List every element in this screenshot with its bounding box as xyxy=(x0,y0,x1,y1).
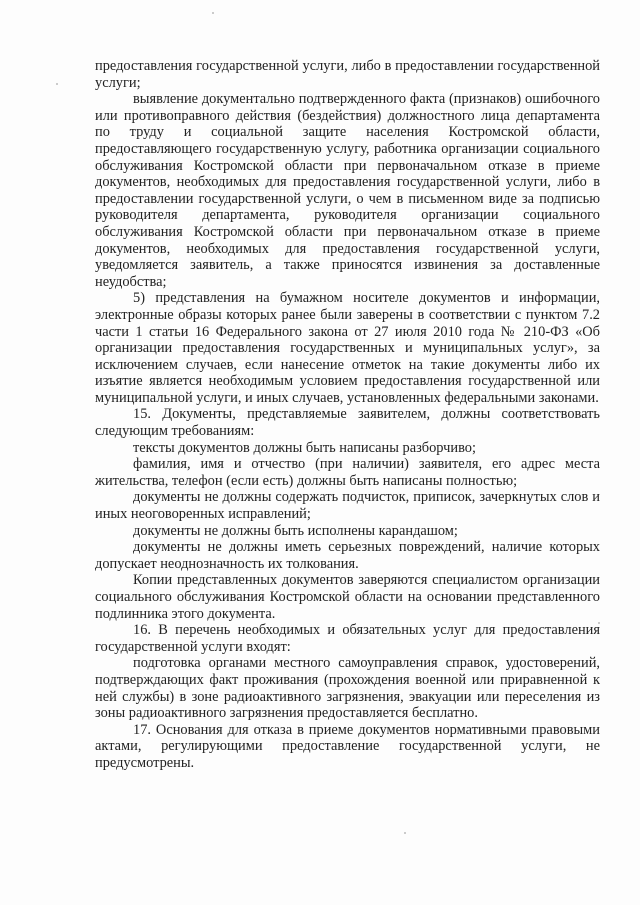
paragraph-requirement-no-pencil: документы не должны быть исполнены карандашом; xyxy=(133,522,458,539)
paragraph-section-17: 17. Основания для отказа в приеме документов нормативными правовыми актами, регулирующими предоставление государственной услуги, не предусмотрены. xyxy=(95,721,600,771)
paragraph-certificates: подготовка органами местного самоуправления справок, удостоверений, подтверждающих факт проживания (прохождения военной или приравненной к ней службы) в зоне радиоактивного загрязнения, эвакуации или переселения из зоны радиоактивного загрязнения предоставляется бесплатно. xyxy=(95,655,600,722)
paragraph-error-detection: выявление документально подтвержденного факта (признаков) ошибочного или противоправного действия (бездействия) должностного лица департамента по труду и социальной защите населения Костромской области, предоставляющего государственную услугу, работника организации социального обслуживания Костромской области при первоначальном отказе в приеме документов, необходимых для предоставления государственной услуги, либо в предоставлении государственной услуги, о чем в письменном виде за подписью руководителя департамента, руководителя организации социального обслуживания Костромской области при первоначальном отказе в приеме документов, необходимых для предоставления государственной услуги, уведомляется заявитель, а также приносятся извинения за доставленные неудобства; xyxy=(95,91,600,290)
paragraph-continuation: предоставления государственной услуги, либо в предоставлении государственной услуги; xyxy=(95,58,600,91)
paragraph-section-15: 15. Документы, представляемые заявителем, должны соответствовать следующим требованиям: xyxy=(95,406,600,440)
scan-speck xyxy=(212,12,214,14)
document-body xyxy=(95,58,600,772)
scan-speck xyxy=(404,832,406,834)
scan-speck xyxy=(56,83,58,85)
paragraph-section-16: 16. В перечень необходимых и обязательных услуг для предоставления государственной услуги входят: xyxy=(95,622,600,655)
paragraph-requirement-full-name: фамилия, имя и отчество (при наличии) заявителя, его адрес места жительства, телефон (если есть) должны быть написаны полностью; xyxy=(95,456,600,489)
paragraph-requirement-legible: тексты документов должны быть написаны разборчиво; xyxy=(133,439,476,456)
paragraph-item-5: 5) представления на бумажном носителе документов и информации, электронные образы которых ранее были заверены в соответствии с пунктом 7.2 части 1 статьи 16 Федерального закона от 27 июля 2010 года № 210-ФЗ «Об организации предоставления государственных и муниципальных услуг», за исключением случаев, если нанесение отметок на такие документы либо их изъятие является необходимым условием предоставления государственной или муниципальной услуги, и иных случаев, установленных федеральными законами. xyxy=(95,290,600,406)
paragraph-copies: Копии представленных документов заверяются специалистом организации социального обслуживания Костромской области на основании представленного подлинника этого документа. xyxy=(95,572,600,622)
paragraph-requirement-no-erasures: документы не должны содержать подчисток, приписок, зачеркнутых слов и иных неоговоренных исправлений; xyxy=(95,489,600,523)
paragraph-requirement-no-damage: документы не должны иметь серьезных повреждений, наличие которых допускает неоднозначность их толкования. xyxy=(95,539,600,572)
